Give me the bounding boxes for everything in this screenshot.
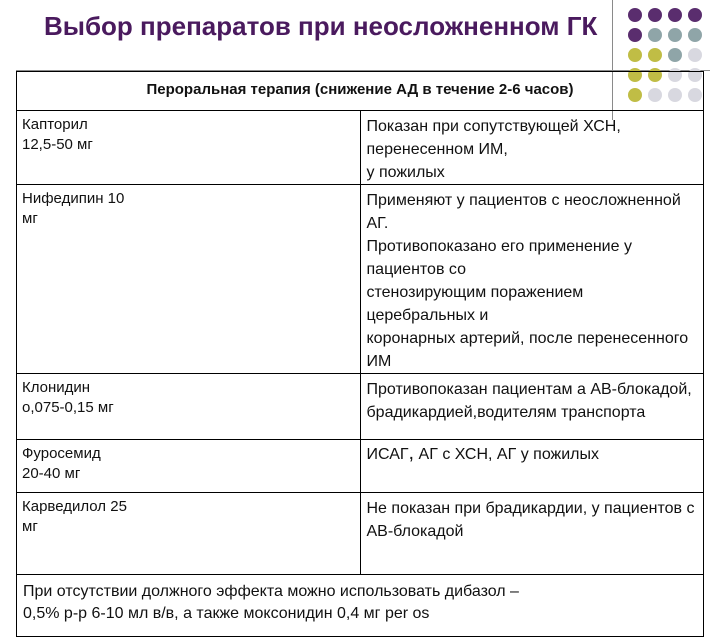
indication-line: стенозирующим поражением церебральных и (366, 284, 584, 324)
decor-dot (688, 48, 702, 62)
decor-dot (628, 48, 642, 62)
slide-title: Выбор препаратов при неосложненном ГК (44, 11, 598, 41)
table-footer (17, 575, 704, 637)
table-row (17, 440, 704, 493)
drug-dose: мг (22, 210, 38, 227)
table-row (17, 111, 704, 185)
table-row (17, 493, 704, 575)
indication-line: Показан при сопутствующей ХСН, перенесенном ИМ, (366, 118, 621, 158)
decor-dot (648, 28, 662, 42)
indication-line: у пожилых (366, 164, 445, 181)
drug-table (16, 71, 704, 637)
drug-cell (17, 374, 361, 440)
indication-line: Противопоказан пациентам а АВ-блокадой, (366, 381, 692, 398)
drug-cell (17, 493, 361, 575)
drug-cell (17, 185, 361, 374)
decor-dot (688, 28, 702, 42)
indication-text: АГ с ХСН, АГ у пожилых (414, 446, 600, 463)
table-header: Пероральная терапия (снижение АД в течение 2-6 часов) (17, 72, 704, 111)
indication-cell (360, 440, 704, 493)
indication-line: АВ-блокадой (366, 523, 464, 540)
indication-comma: , (408, 442, 415, 464)
decor-dot (628, 28, 642, 42)
decor-dot (668, 8, 682, 22)
indication-line: Применяют у пациентов с неосложненной АГ. (366, 192, 681, 232)
footer-line: При отсутствии должного эффекта можно использовать дибазол – (23, 583, 519, 600)
drug-dose: о,075-0,15 мг (22, 399, 114, 416)
indication-cell (360, 374, 704, 440)
indication-line: коронарных артерий, после перенесенного ИМ (366, 330, 689, 370)
decor-dot (668, 48, 682, 62)
decor-dot (628, 8, 642, 22)
indication-cell (360, 111, 704, 185)
table-row (17, 374, 704, 440)
drug-dose: 20-40 мг (22, 465, 81, 482)
drug-cell (17, 440, 361, 493)
decor-dot (688, 8, 702, 22)
indication-line: Не показан при брадикардии, у пациентов с (366, 500, 695, 517)
decor-dot (648, 8, 662, 22)
drug-name: Карведилол 25 (22, 498, 127, 515)
table-row (17, 185, 704, 374)
table-header-row (17, 72, 704, 111)
indication-text: ИСАГ (366, 446, 409, 463)
indication-cell (360, 185, 704, 374)
table-footer-row (17, 575, 704, 637)
indication-line: Противопоказано его применение у пациентов со (366, 238, 632, 278)
drug-name: Клонидин (22, 379, 91, 396)
drug-dose: мг (22, 518, 38, 535)
drug-dose: 12,5-50 мг (22, 136, 93, 153)
drug-name: Нифедипин 10 (22, 190, 125, 207)
drug-cell (17, 111, 361, 185)
drug-name: Капторил (22, 116, 88, 133)
decor-dot (648, 48, 662, 62)
indication-line: брадикардией,водителям транспорта (366, 404, 646, 421)
footer-line: 0,5% р-р 6-10 мл в/в, а также моксонидин 0,4 мг per os (23, 605, 430, 622)
drug-name: Фуросемид (22, 445, 101, 462)
decor-dot (668, 28, 682, 42)
indication-cell (360, 493, 704, 575)
